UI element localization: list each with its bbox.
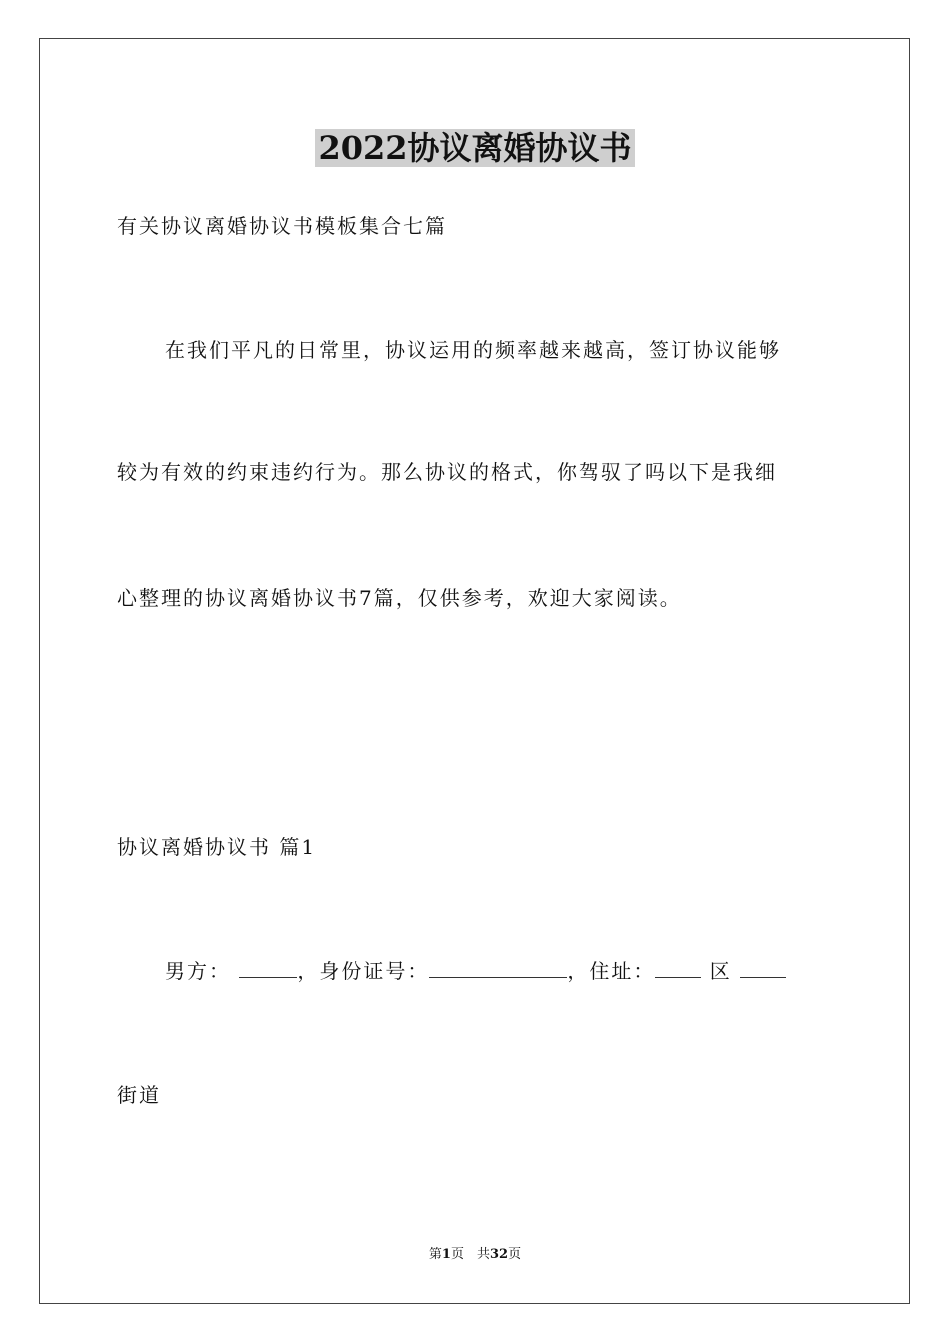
male-party-line xyxy=(165,957,786,985)
page-total: 32 xyxy=(489,1247,509,1262)
id-number-blank xyxy=(429,957,567,978)
address-blank xyxy=(655,957,701,978)
intro-line-2: 较为有效的约束违约行为。那么协议的格式，你驾驭了吗以下是我细 xyxy=(117,460,777,484)
page-suffix: 页 xyxy=(508,1247,522,1262)
district-blank xyxy=(740,957,786,978)
district-label: 区 xyxy=(709,959,732,983)
male-label: 男方： xyxy=(165,959,231,983)
page-footer xyxy=(0,1246,950,1264)
male-name-blank xyxy=(239,957,297,978)
document-title-text: 2022协议离婚协议书 xyxy=(315,129,634,167)
page-mid: 页 共 xyxy=(450,1247,490,1262)
intro-line-1: 在我们平凡的日常里，协议运用的频率越来越高，签订协议能够 xyxy=(165,338,781,362)
address-label: ，住址： xyxy=(567,959,656,983)
page-prefix: 第 xyxy=(428,1247,442,1262)
document-title xyxy=(0,128,950,168)
id-number-label: ，身份证号： xyxy=(297,959,430,983)
section-heading: 协议离婚协议书 篇1 xyxy=(117,835,317,859)
document-subtitle: 有关协议离婚协议书模板集合七篇 xyxy=(117,214,447,238)
intro-line-3: 心整理的协议离婚协议书7篇，仅供参考，欢迎大家阅读。 xyxy=(117,586,682,610)
page-current: 1 xyxy=(441,1247,451,1262)
street-label: 街道 xyxy=(117,1083,161,1107)
